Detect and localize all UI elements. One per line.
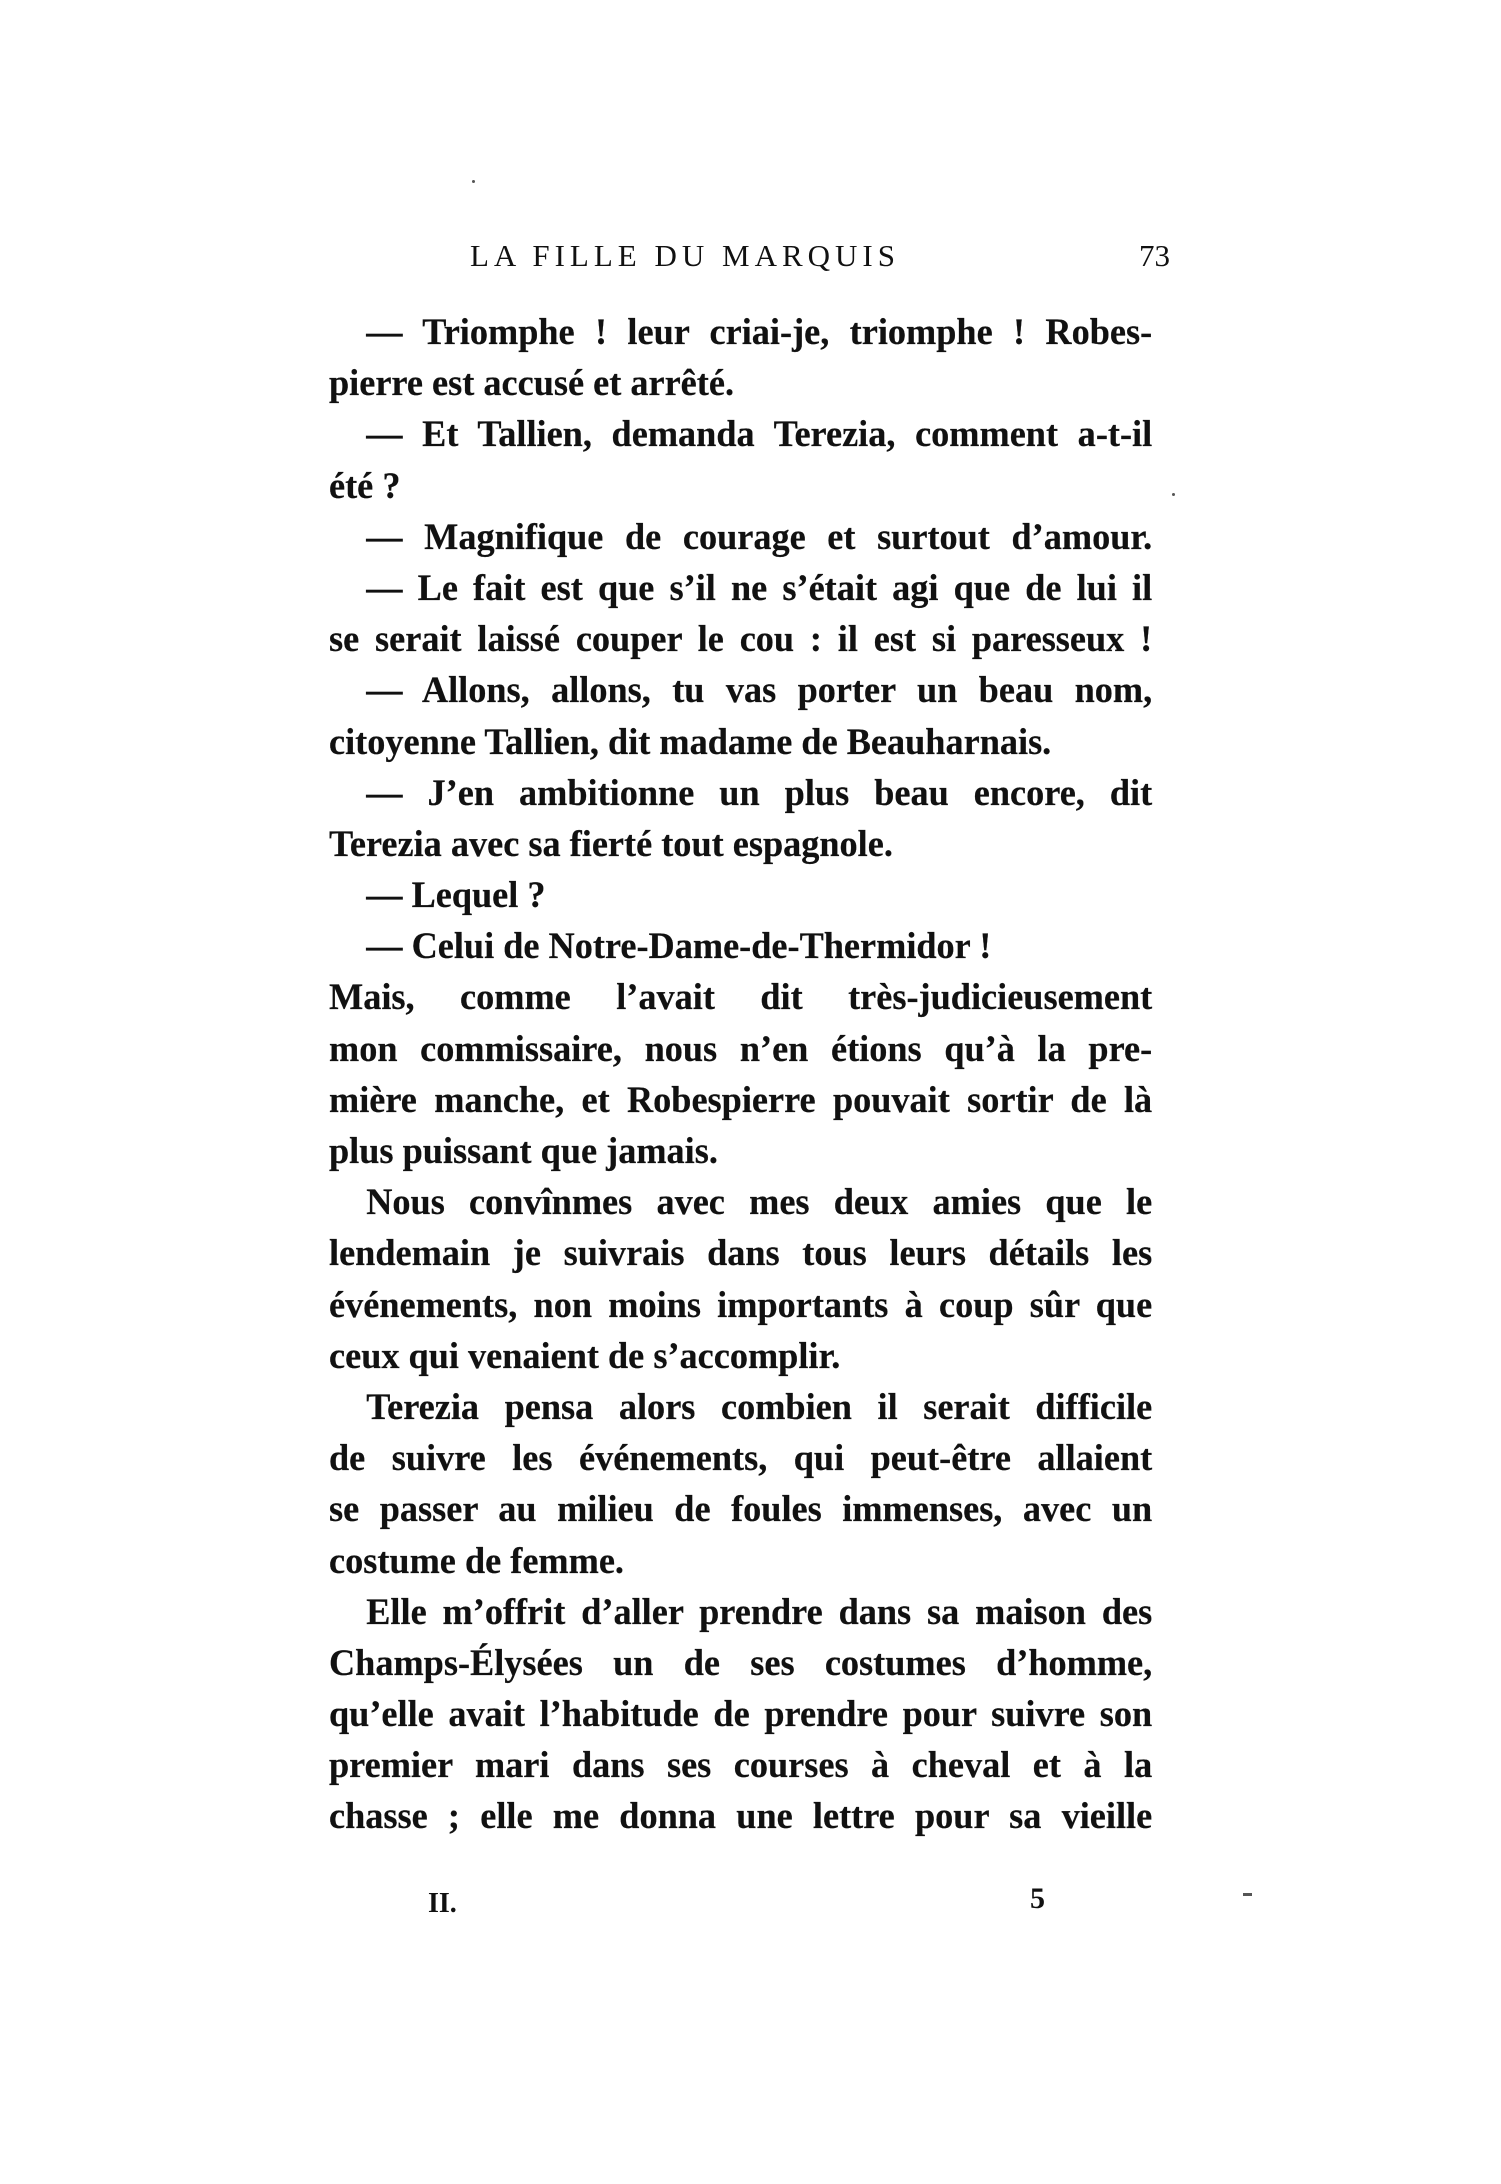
text-line: premier mari dans ses courses à cheval et à la	[329, 1745, 1153, 1787]
signature-mark: II.	[428, 1888, 457, 1919]
footer-mark: 5	[1030, 1882, 1045, 1915]
text-line: mière manche, et Robespierre pouvait sortir de là	[329, 1079, 1153, 1121]
text-line: qu’elle avait l’habitude de prendre pour suivre son	[329, 1694, 1153, 1736]
text-line: — Magnifique de courage et surtout d’amour.	[366, 516, 1153, 558]
text-line: de suivre les événements, qui peut-être allaient	[329, 1438, 1153, 1480]
scan-speck	[1243, 1893, 1252, 1896]
scan-speck	[1172, 493, 1175, 496]
text-line: — Allons, allons, tu vas porter un beau nom,	[366, 670, 1153, 712]
text-line: se serait laissé couper le cou : il est si paresseux !	[329, 619, 1153, 661]
text-line: costume de femme.	[329, 1540, 625, 1582]
text-line: ceux qui venaient de s’accomplir.	[329, 1335, 841, 1377]
text-line: chasse ; elle me donna une lettre pour sa vieille	[329, 1796, 1153, 1838]
running-header	[470, 238, 1170, 282]
text-line: — J’en ambitionne un plus beau encore, dit	[366, 772, 1153, 814]
running-title: LA FILLE DU MARQUIS	[470, 238, 900, 273]
scan-speck	[472, 180, 475, 183]
text-line: pierre est accusé et arrêté.	[329, 363, 735, 405]
text-line: Champs-Élysées un de ses costumes d’homme,	[329, 1642, 1153, 1684]
text-line: lendemain je suivrais dans tous leurs détails les	[329, 1233, 1153, 1275]
text-line: citoyenne Tallien, dit madame de Beauharnais.	[329, 721, 1052, 763]
text-line: plus puissant que jamais.	[329, 1131, 718, 1172]
text-line: Mais, comme l’avait dit très-judicieusement	[329, 977, 1153, 1019]
text-line: Elle m’offrit d’aller prendre dans sa maison des	[366, 1591, 1153, 1633]
text-line: été ?	[329, 465, 401, 507]
text-line: — Et Tallien, demanda Terezia, comment a-t-il	[366, 414, 1153, 456]
text-line: — Lequel ?	[366, 875, 546, 917]
text-line: — Triomphe ! leur criai-je, triomphe ! Robes-	[366, 312, 1153, 353]
text-line: Nous convînmes avec mes deux amies que le	[366, 1182, 1153, 1224]
text-line: — Le fait est que s’il ne s’était agi que de lui il	[366, 567, 1153, 609]
text-line: — Celui de Notre-Dame-de-Thermidor !	[366, 926, 992, 968]
text-line: Terezia avec sa fierté tout espagnole.	[329, 823, 893, 865]
page-number: 73	[1139, 238, 1170, 273]
text-line: événements, non moins importants à coup sûr que	[329, 1284, 1153, 1326]
text-line: Terezia pensa alors combien il serait difficile	[366, 1386, 1153, 1428]
text-line: mon commissaire, nous n’en étions qu’à la pre-	[329, 1028, 1153, 1070]
page-body-text	[329, 307, 1152, 1843]
text-line: se passer au milieu de foules immenses, avec un	[329, 1489, 1153, 1531]
